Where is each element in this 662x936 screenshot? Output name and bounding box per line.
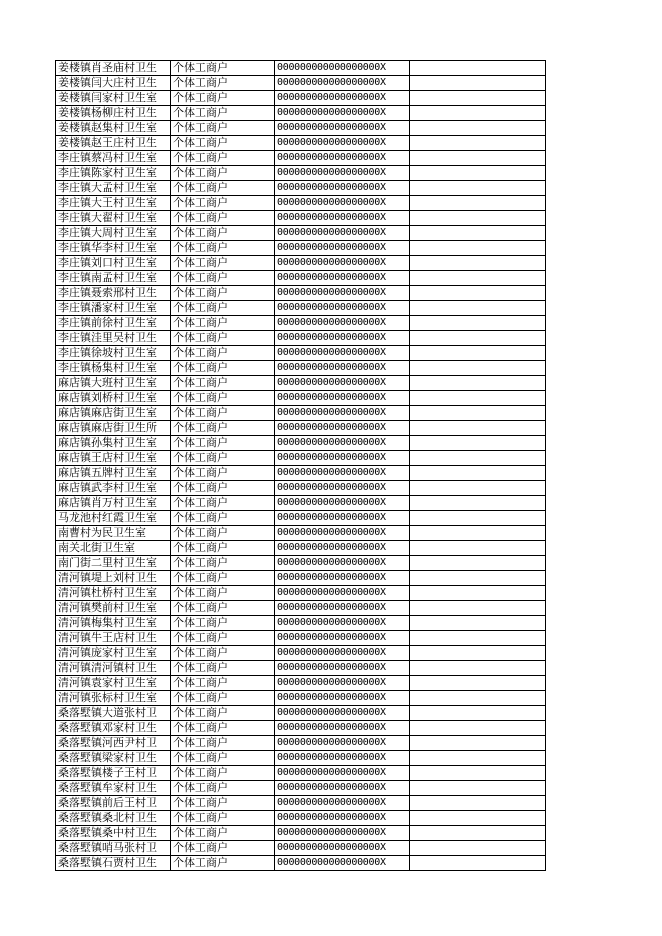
clinic-name-cell[interactable]: 桑落墅镇梁家村卫生 (56, 751, 171, 766)
blank-cell[interactable] (410, 811, 546, 826)
table-row (56, 226, 546, 241)
entity-type-cell[interactable]: 个体工商户 (171, 436, 275, 451)
entity-type-cell[interactable]: 个体工商户 (171, 466, 275, 481)
table-row (56, 181, 546, 196)
credit-code-cell[interactable]: 000000000000000000X (275, 106, 410, 121)
blank-cell[interactable] (410, 136, 546, 151)
blank-cell[interactable] (410, 196, 546, 211)
credit-code-cell[interactable]: 000000000000000000X (275, 451, 410, 466)
credit-code-cell[interactable]: 000000000000000000X (275, 241, 410, 256)
blank-cell[interactable] (410, 571, 546, 586)
entity-type-cell[interactable]: 个体工商户 (171, 361, 275, 376)
blank-cell[interactable] (410, 421, 546, 436)
credit-code-cell[interactable]: 000000000000000000X (275, 481, 410, 496)
blank-cell[interactable] (410, 556, 546, 571)
clinic-name-cell[interactable]: 麻店镇五牌村卫生室 (56, 466, 171, 481)
table-row (56, 601, 546, 616)
credit-code-cell[interactable]: 000000000000000000X (275, 586, 410, 601)
blank-cell[interactable] (410, 451, 546, 466)
credit-code-cell[interactable]: 000000000000000000X (275, 316, 410, 331)
clinic-name-cell[interactable]: 清河镇牛王店村卫生 (56, 631, 171, 646)
blank-cell[interactable] (410, 721, 546, 736)
credit-code-cell[interactable]: 000000000000000000X (275, 136, 410, 151)
blank-cell[interactable] (410, 241, 546, 256)
clinic-name-cell[interactable]: 清河镇梅集村卫生室 (56, 616, 171, 631)
entity-type-cell[interactable]: 个体工商户 (171, 406, 275, 421)
entity-type-cell[interactable]: 个体工商户 (171, 796, 275, 811)
clinic-name-cell[interactable]: 李庄镇聂索邢村卫生 (56, 286, 171, 301)
credit-code-cell[interactable]: 000000000000000000X (275, 346, 410, 361)
credit-code-cell[interactable]: 000000000000000000X (275, 661, 410, 676)
credit-code-cell[interactable]: 000000000000000000X (275, 181, 410, 196)
table-row (56, 721, 546, 736)
blank-cell[interactable] (410, 91, 546, 106)
table-row (56, 136, 546, 151)
blank-cell[interactable] (410, 511, 546, 526)
credit-code-cell[interactable]: 000000000000000000X (275, 271, 410, 286)
table-row (56, 211, 546, 226)
credit-code-cell[interactable]: 000000000000000000X (275, 211, 410, 226)
entity-type-cell[interactable]: 个体工商户 (171, 286, 275, 301)
table-row (56, 406, 546, 421)
table-row (56, 796, 546, 811)
credit-code-cell[interactable]: 000000000000000000X (275, 421, 410, 436)
table-row (56, 166, 546, 181)
entity-type-cell[interactable]: 个体工商户 (171, 721, 275, 736)
blank-cell[interactable] (410, 766, 546, 781)
entity-type-cell[interactable]: 个体工商户 (171, 841, 275, 856)
clinic-name-cell[interactable]: 李庄镇潘家村卫生室 (56, 301, 171, 316)
entity-type-cell[interactable]: 个体工商户 (171, 661, 275, 676)
credit-code-cell[interactable]: 000000000000000000X (275, 166, 410, 181)
entity-type-cell[interactable]: 个体工商户 (171, 826, 275, 841)
blank-cell[interactable] (410, 751, 546, 766)
credit-code-cell[interactable]: 000000000000000000X (275, 256, 410, 271)
credit-code-cell[interactable]: 000000000000000000X (275, 91, 410, 106)
table-row (56, 526, 546, 541)
table-row (56, 346, 546, 361)
table-row (56, 751, 546, 766)
table-row (56, 121, 546, 136)
entity-type-cell[interactable]: 个体工商户 (171, 736, 275, 751)
credit-code-cell[interactable]: 000000000000000000X (275, 766, 410, 781)
entity-type-cell[interactable]: 个体工商户 (171, 301, 275, 316)
blank-cell[interactable] (410, 586, 546, 601)
table-row (56, 76, 546, 91)
table-row (56, 706, 546, 721)
entity-type-cell[interactable]: 个体工商户 (171, 586, 275, 601)
credit-code-cell[interactable]: 000000000000000000X (275, 721, 410, 736)
table-row (56, 646, 546, 661)
clinic-name-cell[interactable]: 麻店镇肖万村卫生室 (56, 496, 171, 511)
clinic-name-cell[interactable]: 麻店镇孙集村卫生室 (56, 436, 171, 451)
entity-type-cell[interactable]: 个体工商户 (171, 751, 275, 766)
entity-type-cell[interactable]: 个体工商户 (171, 316, 275, 331)
blank-cell[interactable] (410, 406, 546, 421)
clinic-name-cell[interactable]: 麻店镇大班村卫生室 (56, 376, 171, 391)
clinic-name-cell[interactable]: 清河镇袁家村卫生室 (56, 676, 171, 691)
table-row (56, 556, 546, 571)
credit-code-cell[interactable]: 000000000000000000X (275, 361, 410, 376)
table-row (56, 466, 546, 481)
blank-cell[interactable] (410, 706, 546, 721)
entity-type-cell[interactable]: 个体工商户 (171, 166, 275, 181)
clinic-name-cell[interactable]: 桑落墅镇桑中村卫生 (56, 826, 171, 841)
entity-type-cell[interactable]: 个体工商户 (171, 226, 275, 241)
blank-cell[interactable] (410, 841, 546, 856)
table-row (56, 496, 546, 511)
entity-type-cell[interactable]: 个体工商户 (171, 136, 275, 151)
spreadsheet-body (56, 61, 546, 871)
credit-code-cell[interactable]: 000000000000000000X (275, 511, 410, 526)
entity-type-cell[interactable]: 个体工商户 (171, 121, 275, 136)
table-row (56, 286, 546, 301)
credit-code-cell[interactable]: 000000000000000000X (275, 61, 410, 76)
clinic-name-cell[interactable]: 南门街二里村卫生室 (56, 556, 171, 571)
credit-code-cell[interactable]: 000000000000000000X (275, 826, 410, 841)
clinic-name-cell[interactable]: 清河镇张标村卫生室 (56, 691, 171, 706)
clinic-name-cell[interactable]: 姜楼镇闫大庄村卫生 (56, 76, 171, 91)
table-row (56, 421, 546, 436)
entity-type-cell[interactable]: 个体工商户 (171, 646, 275, 661)
credit-code-cell[interactable]: 000000000000000000X (275, 466, 410, 481)
entity-type-cell[interactable]: 个体工商户 (171, 781, 275, 796)
credit-code-cell[interactable]: 000000000000000000X (275, 526, 410, 541)
entity-type-cell[interactable]: 个体工商户 (171, 61, 275, 76)
credit-code-cell[interactable]: 000000000000000000X (275, 436, 410, 451)
entity-type-cell[interactable]: 个体工商户 (171, 391, 275, 406)
blank-cell[interactable] (410, 286, 546, 301)
entity-type-cell[interactable]: 个体工商户 (171, 451, 275, 466)
credit-code-cell[interactable]: 000000000000000000X (275, 541, 410, 556)
blank-cell[interactable] (410, 376, 546, 391)
blank-cell[interactable] (410, 211, 546, 226)
table-row (56, 436, 546, 451)
clinic-name-cell[interactable]: 桑落墅镇楼子王村卫 (56, 766, 171, 781)
entity-type-cell[interactable]: 个体工商户 (171, 346, 275, 361)
blank-cell[interactable] (410, 346, 546, 361)
entity-type-cell[interactable]: 个体工商户 (171, 601, 275, 616)
credit-code-cell[interactable]: 000000000000000000X (275, 301, 410, 316)
clinic-name-cell[interactable]: 桑落墅镇邓家村卫生 (56, 721, 171, 736)
clinic-name-cell[interactable]: 李庄镇刘口村卫生室 (56, 256, 171, 271)
clinic-name-cell[interactable]: 李庄镇大孟村卫生室 (56, 181, 171, 196)
blank-cell[interactable] (410, 691, 546, 706)
credit-code-cell[interactable]: 000000000000000000X (275, 796, 410, 811)
entity-type-cell[interactable]: 个体工商户 (171, 211, 275, 226)
clinic-name-cell[interactable]: 李庄镇陈家村卫生室 (56, 166, 171, 181)
blank-cell[interactable] (410, 616, 546, 631)
clinic-name-cell[interactable]: 李庄镇前徐村卫生室 (56, 316, 171, 331)
credit-code-cell[interactable]: 000000000000000000X (275, 706, 410, 721)
entity-type-cell[interactable]: 个体工商户 (171, 151, 275, 166)
blank-cell[interactable] (410, 796, 546, 811)
table-row (56, 766, 546, 781)
blank-cell[interactable] (410, 736, 546, 751)
entity-type-cell[interactable]: 个体工商户 (171, 856, 275, 871)
table-row (56, 511, 546, 526)
blank-cell[interactable] (410, 436, 546, 451)
credit-code-cell[interactable]: 000000000000000000X (275, 616, 410, 631)
table-row (56, 91, 546, 106)
credit-code-cell[interactable]: 000000000000000000X (275, 151, 410, 166)
clinic-name-cell[interactable]: 清河镇庞家村卫生室 (56, 646, 171, 661)
clinic-name-cell[interactable]: 姜楼镇赵集村卫生室 (56, 121, 171, 136)
clinic-name-cell[interactable]: 姜楼镇杨柳庄村卫生 (56, 106, 171, 121)
table-row (56, 61, 546, 76)
clinic-name-cell[interactable]: 麻店镇王店村卫生室 (56, 451, 171, 466)
clinic-name-cell[interactable]: 麻店镇刘桥村卫生室 (56, 391, 171, 406)
blank-cell[interactable] (410, 76, 546, 91)
credit-code-cell[interactable]: 000000000000000000X (275, 286, 410, 301)
credit-code-cell[interactable]: 000000000000000000X (275, 196, 410, 211)
entity-type-cell[interactable]: 个体工商户 (171, 91, 275, 106)
blank-cell[interactable] (410, 856, 546, 871)
blank-cell[interactable] (410, 676, 546, 691)
entity-type-cell[interactable]: 个体工商户 (171, 106, 275, 121)
clinic-name-cell[interactable]: 李庄镇杨集村卫生室 (56, 361, 171, 376)
table-row (56, 361, 546, 376)
credit-code-cell[interactable]: 000000000000000000X (275, 841, 410, 856)
clinic-name-cell[interactable]: 桑落墅镇河西尹村卫 (56, 736, 171, 751)
clinic-name-cell[interactable]: 南曹村为民卫生室 (56, 526, 171, 541)
clinic-name-cell[interactable]: 清河镇堤上刘村卫生 (56, 571, 171, 586)
credit-code-cell[interactable]: 000000000000000000X (275, 406, 410, 421)
blank-cell[interactable] (410, 601, 546, 616)
clinic-name-cell[interactable]: 桑落墅镇大道张村卫 (56, 706, 171, 721)
blank-cell[interactable] (410, 121, 546, 136)
credit-code-cell[interactable]: 000000000000000000X (275, 781, 410, 796)
entity-type-cell[interactable]: 个体工商户 (171, 496, 275, 511)
clinic-name-cell[interactable]: 李庄镇华李村卫生室 (56, 241, 171, 256)
blank-cell[interactable] (410, 316, 546, 331)
clinic-name-cell[interactable]: 清河镇杜桥村卫生室 (56, 586, 171, 601)
table-row (56, 271, 546, 286)
blank-cell[interactable] (410, 301, 546, 316)
credit-code-cell[interactable]: 000000000000000000X (275, 391, 410, 406)
blank-cell[interactable] (410, 256, 546, 271)
entity-type-cell[interactable]: 个体工商户 (171, 631, 275, 646)
clinic-name-cell[interactable]: 桑落墅镇前后王村卫 (56, 796, 171, 811)
entity-type-cell[interactable]: 个体工商户 (171, 511, 275, 526)
clinic-name-cell[interactable]: 麻店镇麻店街卫生室 (56, 406, 171, 421)
table-row (56, 571, 546, 586)
table-row (56, 256, 546, 271)
clinic-name-cell[interactable]: 李庄镇南孟村卫生室 (56, 271, 171, 286)
entity-type-cell[interactable]: 个体工商户 (171, 331, 275, 346)
entity-type-cell[interactable]: 个体工商户 (171, 181, 275, 196)
table-row (56, 301, 546, 316)
clinic-name-cell[interactable]: 李庄镇蔡冯村卫生室 (56, 151, 171, 166)
credit-code-cell[interactable]: 000000000000000000X (275, 496, 410, 511)
credit-code-cell[interactable]: 000000000000000000X (275, 121, 410, 136)
clinic-name-cell[interactable]: 桑落墅镇哨马张村卫 (56, 841, 171, 856)
table-row (56, 241, 546, 256)
credit-code-cell[interactable]: 000000000000000000X (275, 601, 410, 616)
table-row (56, 616, 546, 631)
clinic-name-cell[interactable]: 李庄镇大翟村卫生室 (56, 211, 171, 226)
blank-cell[interactable] (410, 526, 546, 541)
table-row (56, 151, 546, 166)
spreadsheet-table (55, 60, 546, 871)
clinic-name-cell[interactable]: 马龙池村红霞卫生室 (56, 511, 171, 526)
entity-type-cell[interactable]: 个体工商户 (171, 196, 275, 211)
blank-cell[interactable] (410, 361, 546, 376)
clinic-name-cell[interactable]: 姜楼镇赵王庄村卫生 (56, 136, 171, 151)
clinic-name-cell[interactable]: 麻店镇武李村卫生室 (56, 481, 171, 496)
table-row (56, 481, 546, 496)
entity-type-cell[interactable]: 个体工商户 (171, 706, 275, 721)
clinic-name-cell[interactable]: 李庄镇大王村卫生室 (56, 196, 171, 211)
blank-cell[interactable] (410, 631, 546, 646)
blank-cell[interactable] (410, 106, 546, 121)
blank-cell[interactable] (410, 646, 546, 661)
table-row (56, 661, 546, 676)
table-row (56, 196, 546, 211)
table-row (56, 391, 546, 406)
credit-code-cell[interactable]: 000000000000000000X (275, 856, 410, 871)
table-row (56, 586, 546, 601)
clinic-name-cell[interactable]: 李庄镇洼里吴村卫生 (56, 331, 171, 346)
clinic-name-cell[interactable]: 姜楼镇肖圣庙村卫生 (56, 61, 171, 76)
credit-code-cell[interactable]: 000000000000000000X (275, 331, 410, 346)
table-row (56, 811, 546, 826)
clinic-name-cell[interactable]: 桑落墅镇牟家村卫生 (56, 781, 171, 796)
entity-type-cell[interactable]: 个体工商户 (171, 241, 275, 256)
clinic-name-cell[interactable]: 李庄镇大周村卫生室 (56, 226, 171, 241)
entity-type-cell[interactable]: 个体工商户 (171, 691, 275, 706)
entity-type-cell[interactable]: 个体工商户 (171, 256, 275, 271)
blank-cell[interactable] (410, 166, 546, 181)
table-row (56, 676, 546, 691)
entity-type-cell[interactable]: 个体工商户 (171, 526, 275, 541)
credit-code-cell[interactable]: 000000000000000000X (275, 226, 410, 241)
clinic-name-cell[interactable]: 桑落墅镇石贾村卫生 (56, 856, 171, 871)
blank-cell[interactable] (410, 466, 546, 481)
table-row (56, 451, 546, 466)
entity-type-cell[interactable]: 个体工商户 (171, 556, 275, 571)
blank-cell[interactable] (410, 61, 546, 76)
entity-type-cell[interactable]: 个体工商户 (171, 676, 275, 691)
credit-code-cell[interactable]: 000000000000000000X (275, 631, 410, 646)
credit-code-cell[interactable]: 000000000000000000X (275, 556, 410, 571)
blank-cell[interactable] (410, 781, 546, 796)
blank-cell[interactable] (410, 391, 546, 406)
blank-cell[interactable] (410, 271, 546, 286)
blank-cell[interactable] (410, 541, 546, 556)
entity-type-cell[interactable]: 个体工商户 (171, 421, 275, 436)
table-row (56, 106, 546, 121)
entity-type-cell[interactable]: 个体工商户 (171, 811, 275, 826)
blank-cell[interactable] (410, 481, 546, 496)
table-row (56, 691, 546, 706)
entity-type-cell[interactable]: 个体工商户 (171, 376, 275, 391)
table-row (56, 841, 546, 856)
clinic-name-cell[interactable]: 南关北街卫生室 (56, 541, 171, 556)
credit-code-cell[interactable]: 000000000000000000X (275, 751, 410, 766)
table-row (56, 631, 546, 646)
blank-cell[interactable] (410, 826, 546, 841)
credit-code-cell[interactable]: 000000000000000000X (275, 736, 410, 751)
clinic-name-cell[interactable]: 桑落墅镇桑北村卫生 (56, 811, 171, 826)
table-row (56, 316, 546, 331)
entity-type-cell[interactable]: 个体工商户 (171, 541, 275, 556)
table-row (56, 781, 546, 796)
entity-type-cell[interactable]: 个体工商户 (171, 481, 275, 496)
clinic-name-cell[interactable]: 清河镇清河镇村卫生 (56, 661, 171, 676)
clinic-name-cell[interactable]: 姜楼镇闫家村卫生室 (56, 91, 171, 106)
table-row (56, 541, 546, 556)
entity-type-cell[interactable]: 个体工商户 (171, 271, 275, 286)
credit-code-cell[interactable]: 000000000000000000X (275, 376, 410, 391)
entity-type-cell[interactable]: 个体工商户 (171, 616, 275, 631)
blank-cell[interactable] (410, 181, 546, 196)
entity-type-cell[interactable]: 个体工商户 (171, 571, 275, 586)
credit-code-cell[interactable]: 000000000000000000X (275, 676, 410, 691)
blank-cell[interactable] (410, 151, 546, 166)
credit-code-cell[interactable]: 000000000000000000X (275, 646, 410, 661)
table-row (56, 826, 546, 841)
credit-code-cell[interactable]: 000000000000000000X (275, 571, 410, 586)
clinic-name-cell[interactable]: 清河镇樊前村卫生室 (56, 601, 171, 616)
credit-code-cell[interactable]: 000000000000000000X (275, 691, 410, 706)
credit-code-cell[interactable]: 000000000000000000X (275, 76, 410, 91)
clinic-name-cell[interactable]: 麻店镇麻店街卫生所 (56, 421, 171, 436)
table-row (56, 736, 546, 751)
table-row (56, 376, 546, 391)
credit-code-cell[interactable]: 000000000000000000X (275, 811, 410, 826)
table-row (56, 331, 546, 346)
blank-cell[interactable] (410, 661, 546, 676)
blank-cell[interactable] (410, 496, 546, 511)
entity-type-cell[interactable]: 个体工商户 (171, 766, 275, 781)
blank-cell[interactable] (410, 226, 546, 241)
entity-type-cell[interactable]: 个体工商户 (171, 76, 275, 91)
clinic-name-cell[interactable]: 李庄镇徐坡村卫生室 (56, 346, 171, 361)
table-row (56, 856, 546, 871)
blank-cell[interactable] (410, 331, 546, 346)
